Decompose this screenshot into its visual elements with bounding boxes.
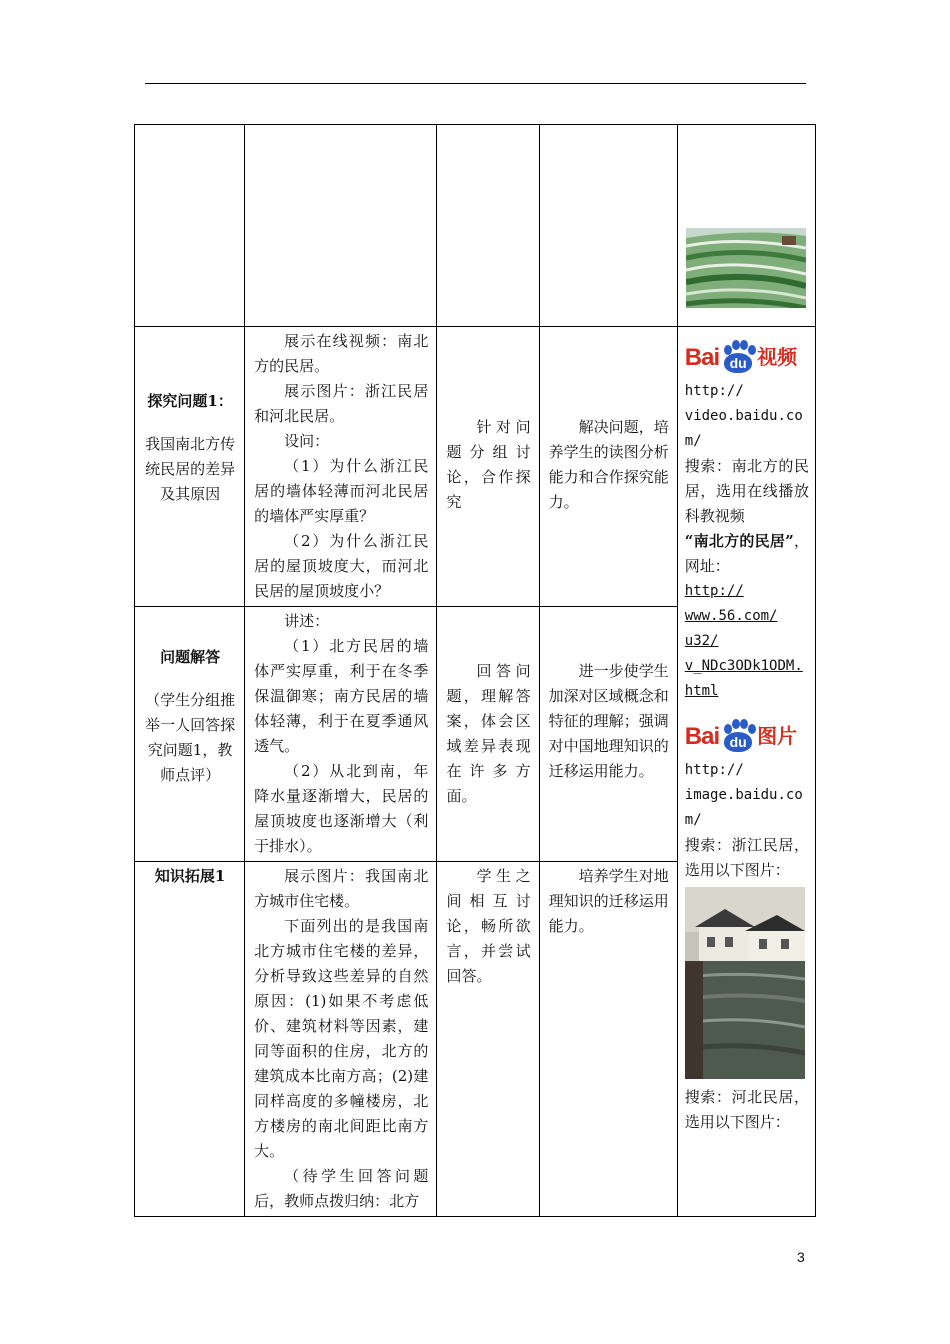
design-intent-text: 解决问题，培养学生的读图分析能力和合作探究能力。 — [548, 418, 669, 511]
teacher-line: （1）为什么浙江民居的墙体轻薄而河北民居的墙体严实厚重？ — [254, 457, 429, 525]
student-activity-text: 回答问题，理解答案，体会区域差异表现在许多方面。 — [446, 662, 531, 805]
zhejiang-house-photo — [685, 887, 805, 1079]
link-line: http:// — [684, 583, 744, 599]
image-search-zhejiang: 搜索：浙江民居，选用以下图片： — [684, 836, 809, 879]
link-line: u32/ — [684, 633, 719, 649]
cell-teacher-activity — [245, 607, 437, 862]
cell-student-activity — [437, 862, 539, 1217]
video-link[interactable] — [685, 579, 809, 704]
student-activity-text: 针对问题分组讨论，合作探究 — [446, 418, 531, 511]
url-line: m/ — [684, 433, 702, 449]
logo-du: du — [724, 732, 752, 752]
cell-terrace-photo — [677, 125, 815, 327]
url-line: video.baidu.co — [684, 408, 803, 424]
stage-title: 探究问题1： — [147, 392, 233, 410]
url-line: http:// — [684, 762, 744, 778]
cell-stage — [135, 862, 245, 1217]
teacher-line: （待学生回答问题后，教师点拨归纳：北方 — [254, 1167, 429, 1210]
logo-suffix: 视频 — [757, 344, 798, 369]
cell-empty — [245, 125, 437, 327]
cell-empty — [135, 125, 245, 327]
video-url[interactable] — [685, 379, 809, 454]
design-intent-text: 培养学生对地理知识的迁移运用能力。 — [548, 867, 669, 935]
cell-empty — [539, 125, 677, 327]
paw-icon — [720, 340, 756, 374]
lesson-table — [134, 124, 816, 1217]
address-label: ，网址： — [684, 532, 809, 575]
video-search-text: 搜索：南北方的民居，选用在线播放科教视频 — [684, 457, 809, 525]
teacher-line: 设问： — [284, 432, 330, 450]
teacher-line: （1）北方民居的墙体严实厚重，利于在冬季保温御寒；南方民居的墙体轻薄，利于在夏季通风透气。 — [254, 637, 429, 755]
logo-text: Bai — [684, 343, 720, 371]
teacher-line: 下面列出的是我国南北方城市住宅楼的差异，分析导致这些差异的自然原因：(1)如果不考虑低价、建筑材料等因素，建同等面积的住房，北方的建筑成本比南方高；(2)建同样高度的多幢楼房，北方楼房的南北间距比南方大。 — [254, 917, 429, 1160]
student-activity-text: 学生之间相互讨论，畅所欲言，并尝试回答。 — [446, 867, 531, 985]
image-search-hebei: 搜索：河北民居，选用以下图片： — [684, 1088, 809, 1131]
stage-subtitle: （学生分组推举一人回答探究问题1，教师点评） — [145, 691, 236, 784]
rice-terrace-photo — [686, 228, 806, 308]
cell-resources — [677, 327, 815, 1217]
logo-du: du — [724, 353, 752, 373]
cell-stage — [135, 607, 245, 862]
link-line: v_NDc3ODk1ODM. — [684, 658, 803, 674]
teacher-line: （2）为什么浙江民居的屋顶坡度大，而河北民居的屋顶坡度小？ — [254, 532, 429, 600]
url-line: http:// — [684, 383, 744, 399]
cell-design-intent — [539, 607, 677, 862]
teacher-line: 展示在线视频：南北方的民居。 — [254, 332, 429, 375]
cell-design-intent — [539, 862, 677, 1217]
header-rule — [145, 83, 806, 84]
table-row-top — [135, 125, 816, 327]
video-title: “南北方的民居” — [684, 532, 794, 550]
cell-student-activity — [437, 607, 539, 862]
cell-stage — [135, 327, 245, 607]
paw-icon — [720, 719, 756, 753]
page-number: 3 — [797, 1249, 805, 1265]
logo-suffix: 图片 — [757, 723, 798, 748]
url-line: m/ — [684, 812, 702, 828]
stage-title: 知识拓展1 — [154, 867, 226, 885]
logo-text: Bai — [684, 722, 720, 750]
teacher-line: 展示图片：浙江民居和河北民居。 — [254, 382, 429, 425]
design-intent-text: 进一步使学生加深对区域概念和特征的理解；强调对中国地理知识的迁移运用能力。 — [548, 662, 669, 780]
stage-title: 问题解答 — [160, 648, 221, 666]
table-row-explore — [135, 327, 816, 607]
stage-subtitle: 我国南北方传统民居的差异及其原因 — [145, 435, 236, 503]
cell-empty — [437, 125, 539, 327]
teacher-line: （2）从北到南，年降水量逐渐增大，民居的屋顶坡度也逐渐增大（利于排水）。 — [254, 762, 429, 855]
link-line: html — [684, 683, 719, 699]
link-line: www.56.com/ — [684, 608, 778, 624]
cell-design-intent — [539, 327, 677, 607]
url-line: image.baidu.co — [684, 787, 803, 803]
cell-student-activity — [437, 327, 539, 607]
baidu-video-logo — [685, 335, 809, 379]
baidu-image-logo — [685, 714, 809, 758]
teacher-line: 展示图片：我国南北方城市住宅楼。 — [254, 867, 429, 910]
teacher-line: 讲述： — [284, 612, 330, 630]
cell-teacher-activity — [245, 327, 437, 607]
cell-teacher-activity — [245, 862, 437, 1217]
image-url[interactable] — [685, 758, 809, 833]
